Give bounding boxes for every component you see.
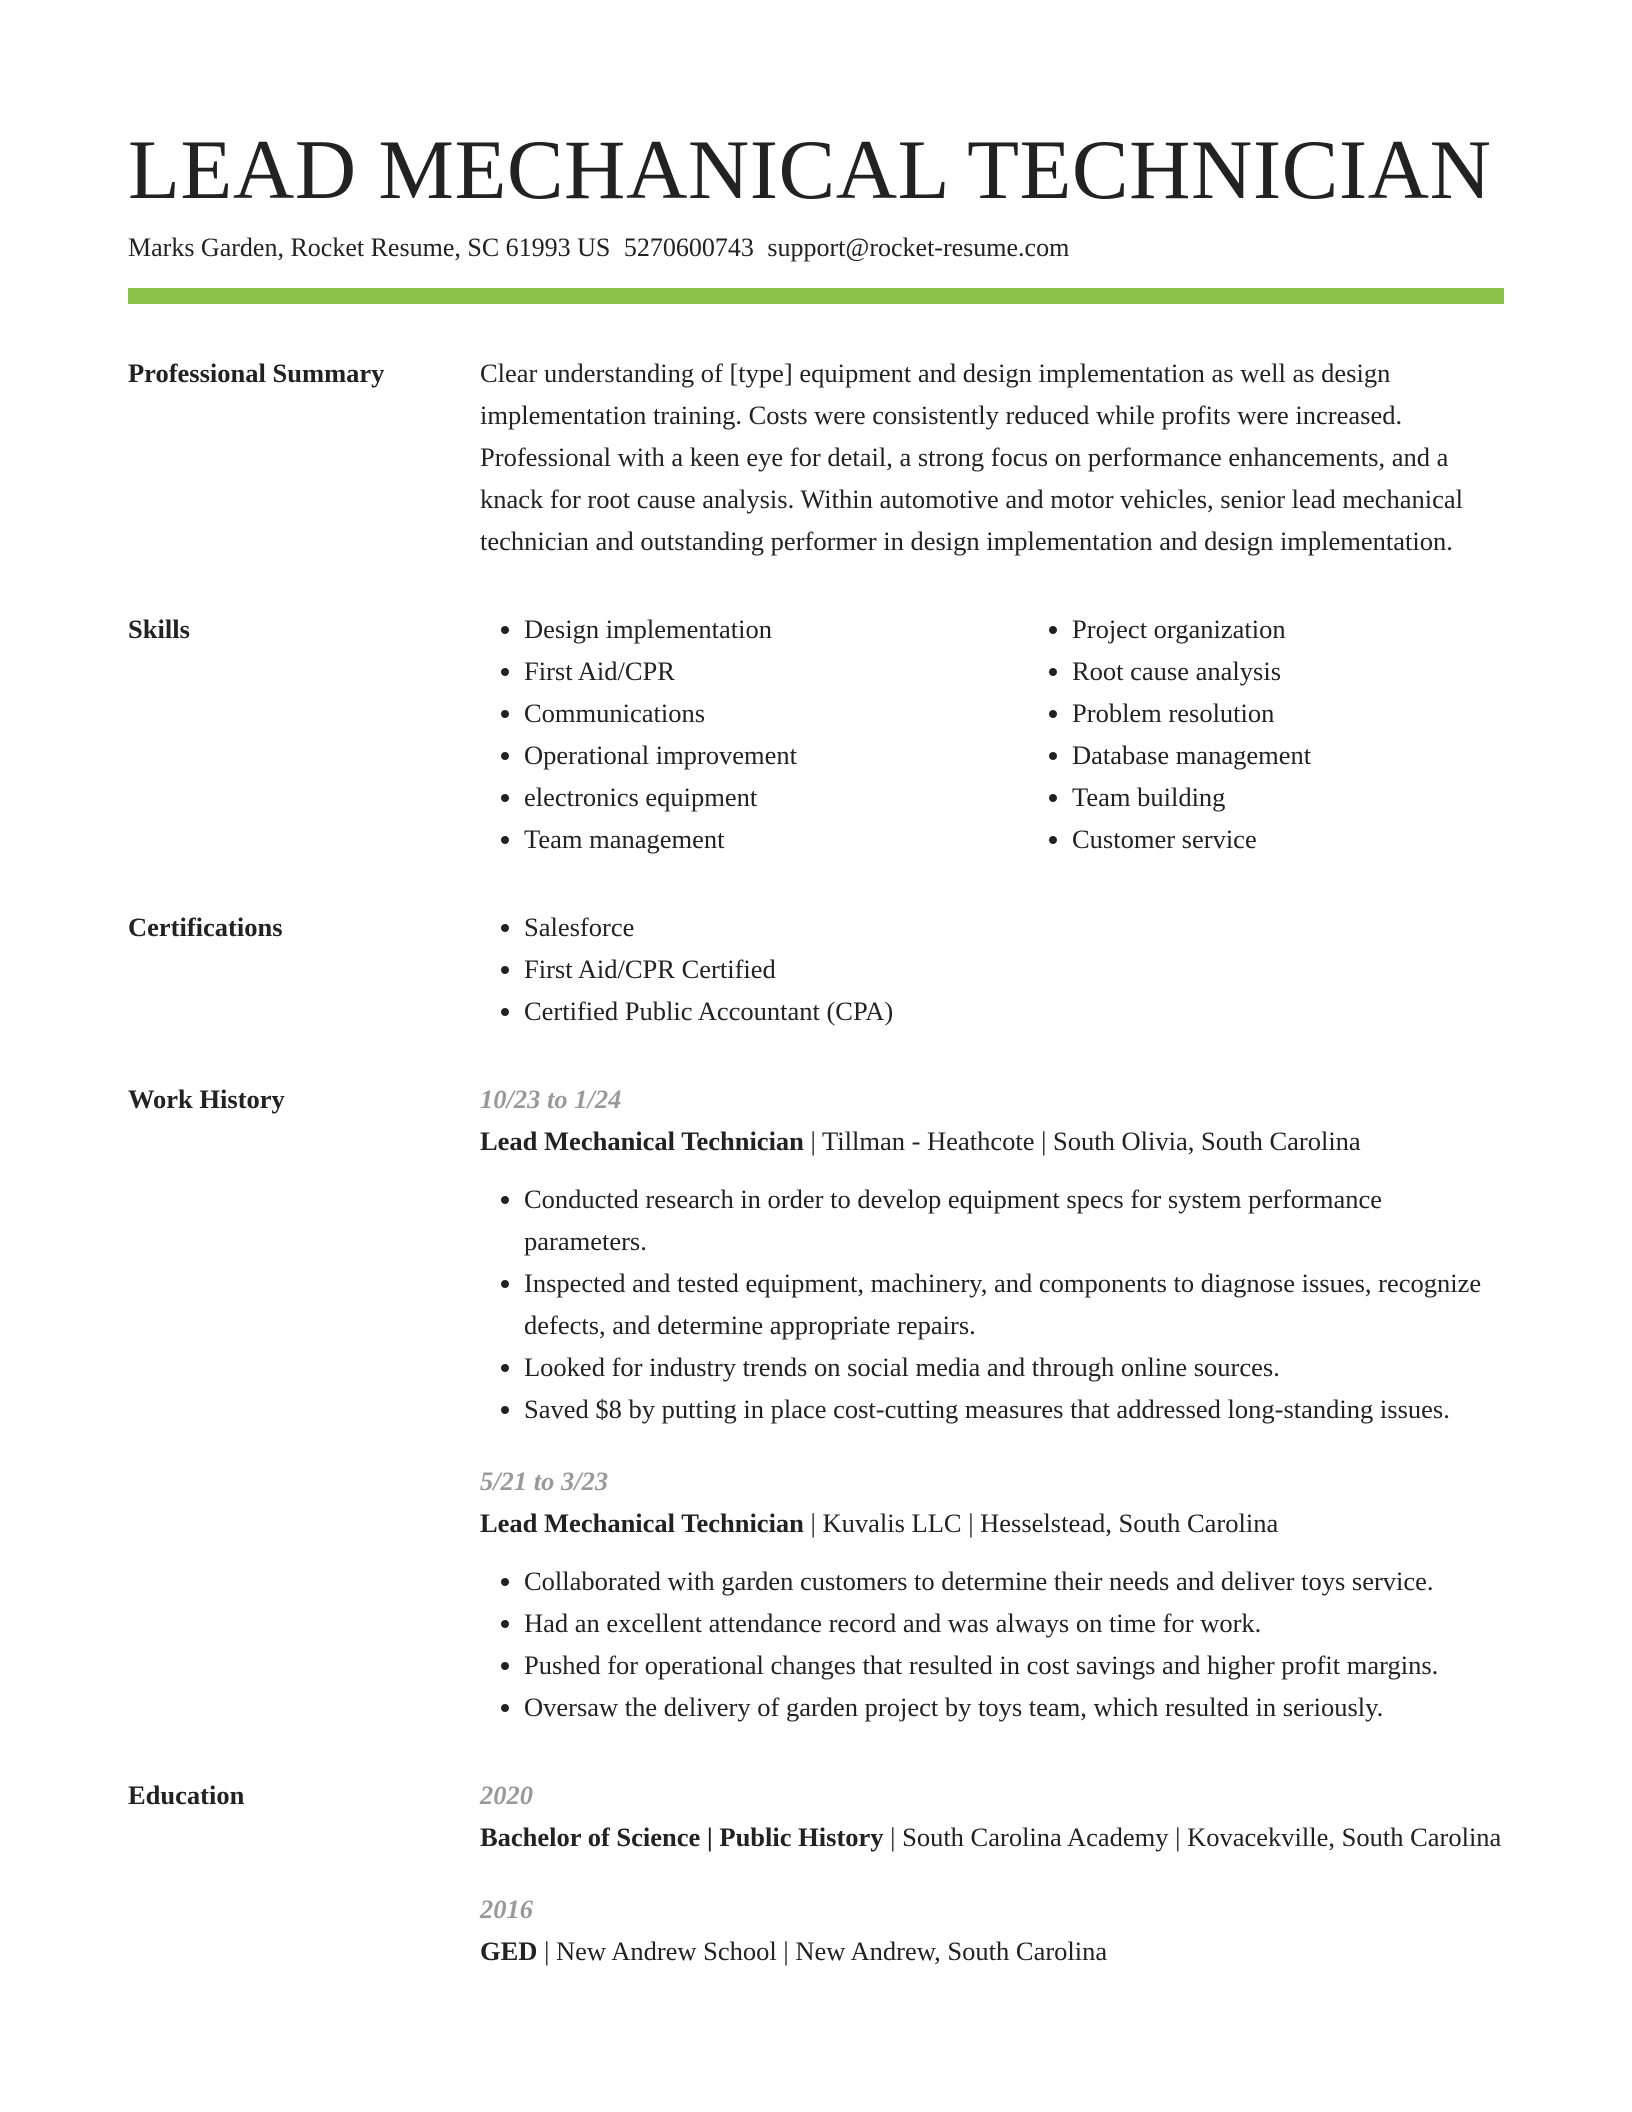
skill-item: • Customer service xyxy=(1072,818,1576,860)
job-heading xyxy=(480,1502,1504,1544)
job-bullet: • Pushed for operational changes that resulted in cost savings and higher profit margins. xyxy=(524,1644,1504,1686)
education-entry xyxy=(480,1888,1504,1972)
summary-content xyxy=(480,352,1504,562)
skills-column-1 xyxy=(480,608,1028,860)
job-bullet: • Had an excellent attendance record and was always on time for work. xyxy=(524,1602,1504,1644)
job-bullets xyxy=(480,1178,1504,1430)
section-label-work: Work History xyxy=(128,1084,285,1114)
education-details: | South Carolina Academy | Kovacekville, South Carolina xyxy=(883,1822,1502,1852)
skill-item: • Design implementation xyxy=(524,608,1028,650)
job-heading xyxy=(480,1120,1504,1162)
job-bullet: • Oversaw the delivery of garden project by toys team, which resulted in seriously. xyxy=(524,1686,1504,1728)
skills-columns xyxy=(480,608,1576,860)
education-content xyxy=(480,1774,1504,1972)
resume-page xyxy=(128,120,1504,1972)
skill-item: • electronics equipment xyxy=(524,776,1028,818)
education-heading xyxy=(480,1816,1504,1858)
certifications-content xyxy=(480,906,1504,1032)
skills-column-2 xyxy=(1028,608,1576,860)
contact-phone: 5270600743 xyxy=(623,233,754,262)
education-degree: Bachelor of Science | Public History xyxy=(480,1822,884,1852)
skill-item: • Communications xyxy=(524,692,1028,734)
job-bullet: • Conducted research in order to develop equipment specs for system performance parameters. xyxy=(524,1178,1504,1262)
section-label-summary: Professional Summary xyxy=(128,358,385,388)
certifications-section xyxy=(128,906,1504,1032)
education-entry xyxy=(480,1774,1504,1858)
skill-item: • Project organization xyxy=(1072,608,1576,650)
job-title: Lead Mechanical Technician xyxy=(480,1508,804,1538)
work-history-content xyxy=(480,1078,1504,1728)
education-details: | New Andrew School | New Andrew, South Carolina xyxy=(537,1936,1108,1966)
accent-divider xyxy=(128,288,1504,304)
skills-section xyxy=(128,608,1504,860)
job-bullets xyxy=(480,1560,1504,1728)
education-year: 2020 xyxy=(480,1780,533,1810)
summary-section xyxy=(128,352,1504,562)
skill-item: • First Aid/CPR xyxy=(524,650,1028,692)
education-year: 2016 xyxy=(480,1894,533,1924)
skill-item: • Team management xyxy=(524,818,1028,860)
certification-item: • Certified Public Accountant (CPA) xyxy=(524,990,1504,1032)
job-entry xyxy=(480,1460,1504,1728)
education-section xyxy=(128,1774,1504,1972)
job-details: | Kuvalis LLC | Hesselstead, South Carolina xyxy=(803,1508,1279,1538)
certifications-list xyxy=(480,906,1504,1032)
job-bullet: • Collaborated with garden customers to determine their needs and deliver toys service. xyxy=(524,1560,1504,1602)
job-bullet: • Saved $8 by putting in place cost-cutting measures that addressed long-standing issues. xyxy=(524,1388,1504,1430)
contact-line xyxy=(128,230,1504,266)
skill-item: • Root cause analysis xyxy=(1072,650,1576,692)
section-label-certifications: Certifications xyxy=(128,912,283,942)
skill-item: • Operational improvement xyxy=(524,734,1028,776)
resume-name: LEAD MECHANICAL TECHNICIAN xyxy=(128,123,1492,217)
education-heading xyxy=(480,1930,1504,1972)
skill-item: • Team building xyxy=(1072,776,1576,818)
skill-item: • Database management xyxy=(1072,734,1576,776)
skills-content xyxy=(480,608,1576,860)
section-label-education: Education xyxy=(128,1780,245,1810)
job-dates: 5/21 to 3/23 xyxy=(480,1466,609,1496)
certification-item: • First Aid/CPR Certified xyxy=(524,948,1504,990)
contact-email: support@rocket-resume.com xyxy=(767,233,1070,262)
job-bullet: • Looked for industry trends on social media and through online sources. xyxy=(524,1346,1504,1388)
job-title: Lead Mechanical Technician xyxy=(480,1126,804,1156)
job-details: | Tillman - Heathcote | South Olivia, South Carolina xyxy=(803,1126,1361,1156)
section-label-skills: Skills xyxy=(128,614,190,644)
certification-item: • Salesforce xyxy=(524,906,1504,948)
work-history-section xyxy=(128,1078,1504,1728)
education-degree: GED xyxy=(480,1936,538,1966)
job-bullet: • Inspected and tested equipment, machinery, and components to diagnose issues, recognize defects, and determine appropriate repairs. xyxy=(524,1262,1504,1346)
summary-text: Clear understanding of [type] equipment and design implementation as well as design implementation training. Costs were consistently reduced while profits were increased. Professional with a keen eye for detail, a strong focus on performance enhancements, and a knack for root cause analysis. Within automotive and motor vehicles, senior lead mechanical technician and outstanding performer in design implementation and design implementation. xyxy=(480,358,1464,556)
skill-item: • Problem resolution xyxy=(1072,692,1576,734)
job-dates: 10/23 to 1/24 xyxy=(480,1084,622,1114)
job-entry xyxy=(480,1078,1504,1430)
contact-address: Marks Garden, Rocket Resume, SC 61993 US xyxy=(128,233,611,262)
